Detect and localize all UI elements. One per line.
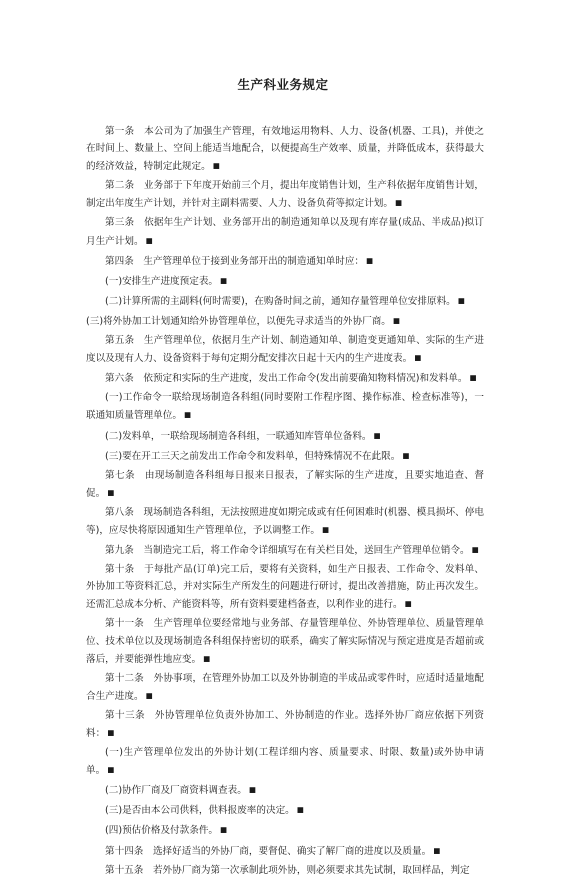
article-paragraph [86, 427, 484, 445]
square-marker-icon: ■ [107, 728, 115, 737]
paragraph-text: 第九条 当制造完工后，将工作命令详细填写在有关栏目处，送回生产管理单位销令。 [105, 545, 470, 557]
paragraph-text: 第十条 于每批产品(订单)完工后，要将有关资料，如生产日报表、工作命令、发料单、外协加工等资料汇总，并对实际生产所发生的问题进行研讨，提出改善措施，防止再次发生。还需汇总成本分析、产能资料等，所有资料要建档备查，以利作业的进行。 [86, 564, 484, 611]
square-marker-icon: ■ [469, 373, 477, 383]
paragraph-text: 第十一条 生产管理单位要经常地与业务部、存量管理单位、外协管理单位、质量管理单位、技术单位以及现场制造各科组保持密切的联系，确实了解实际情况与预定进度是否超前或落后，并要能弹性地应变。 [86, 618, 484, 665]
article-paragraph [86, 389, 484, 424]
square-marker-icon: ■ [471, 545, 479, 555]
square-marker-icon: ■ [322, 524, 330, 534]
paragraph-text: (一)工作命令一联给现场制造各科组(同时要附工作程序图、操作标准、检查标准等)，一联通知质量管理单位。 [86, 392, 484, 422]
paragraph-text: 第十三条 外协管理单位负责外协加工、外协制造的作业。选择外协厂商应依据下列资料： [86, 709, 484, 739]
article-paragraph [86, 292, 484, 310]
square-marker-icon: ■ [248, 785, 256, 795]
square-marker-icon: ■ [107, 765, 115, 775]
paragraph-text: 第六条 依预定和实际的生产进度，发出工作命令(发出前要确知物料情况)和发料单。 [105, 373, 468, 385]
square-marker-icon: ■ [107, 487, 115, 497]
paragraph-text: 第七条 由现场制造各科组每日报来日报表，了解实际的生产进度，且要实地追查、督促。 [86, 469, 484, 499]
paragraph-text: 第四条 生产管理单位于接到业务部开出的制造通知单时应： [105, 255, 365, 267]
paragraph-text: 第十五条 若外协厂商为第一次承制此项外协，则必须要求其先试制，取回样品，判定 [105, 864, 470, 876]
article-paragraph [86, 781, 484, 799]
square-marker-icon: ■ [212, 161, 220, 171]
square-marker-icon: ■ [373, 430, 381, 440]
paragraph-text: 第五条 生产管理单位，依据月生产计划、制造通知单、制造变更通知单、实际的生产进度以及现有人力、设备资料于每旬定期分配安排次日起十天内的生产进度表。 [86, 335, 484, 365]
article-paragraph [86, 214, 484, 249]
article-paragraph [86, 177, 484, 212]
square-marker-icon: ■ [145, 690, 153, 700]
square-marker-icon: ■ [433, 845, 441, 855]
article-paragraph [86, 821, 484, 839]
square-marker-icon: ■ [402, 450, 410, 460]
square-marker-icon: ■ [296, 805, 304, 815]
paragraph-text: 第一条 本公司为了加强生产管理，有效地运用物料、人力、设备(机器、工具)，并使之在时间上、数量上、空间上能适当地配合，以便提高生产效率、质量，并降低成本，获得最大的经济效益，特制定此规定。 [86, 126, 484, 173]
paragraph-text: 第三条 依据年生产计划、业务部开出的制造通知单以及现有库存量(成品、半成品)拟订月生产计划。 [86, 217, 484, 247]
square-marker-icon: ■ [395, 198, 403, 208]
article-paragraph [86, 670, 484, 705]
paragraph-text: (四)预估价格及付款条件。 [105, 825, 219, 837]
paragraph-text: (三)将外协加工计划通知给外协管理单位，以便先寻求适当的外协厂商。 [86, 315, 391, 327]
article-paragraph [86, 615, 484, 667]
square-marker-icon: ■ [392, 315, 400, 325]
article-paragraph [86, 467, 484, 502]
article-paragraph [86, 707, 484, 742]
paragraph-text: 第八条 现场制造各科组，无法按照进度如期完成或有任何困难时(机器、模具损坏、停电等)，应尽快将原因通知生产管理单位，予以调整工作。 [86, 506, 484, 536]
square-marker-icon: ■ [366, 255, 374, 265]
paragraph-text: (一)生产管理单位发出的外协计划(工程详细内容、质量要求、时限、数量)或外协申请单。 [86, 747, 484, 777]
paragraph-text: (二)发料单，一联给现场制造各科组，一联通知库管单位备料。 [105, 430, 372, 442]
article-paragraph [86, 272, 484, 290]
paragraph-text: (二)计算所需的主副料(何时需要)，在购备时间之前，通知存量管理单位安排原料。 [105, 295, 456, 307]
article-paragraph [86, 504, 484, 539]
document-title: 生产科业务规定 [237, 77, 329, 92]
paragraph-text: (一)安排生产进度预定表。 [105, 275, 219, 287]
square-marker-icon: ■ [203, 653, 211, 663]
article-paragraph [86, 842, 484, 860]
square-marker-icon: ■ [183, 410, 192, 420]
paragraph-text: (三)是否由本公司供料，供料报废率的决定。 [105, 805, 295, 817]
article-paragraph [86, 332, 484, 367]
square-marker-icon: ■ [220, 825, 228, 835]
square-marker-icon: ■ [404, 599, 412, 609]
article-paragraph [86, 312, 484, 330]
article-paragraph [86, 369, 484, 387]
paragraph-text: 第十四条 选择好适当的外协厂商，要督促、确实了解厂商的进度以及质量。 [105, 845, 432, 857]
article-paragraph [86, 123, 484, 175]
article-paragraph [86, 541, 484, 559]
paragraph-text: 第二条 业务部于下年度开始前三个月，提出年度销售计划，生产科依据年度销售计划，制定出年度生产计划，并针对主副料需要、人力、设备负荷等拟定计划。 [86, 180, 484, 210]
paragraph-text: 第十二条 外协事项，在管理外协加工以及外协制造的半成品或零件时，应适时适量地配合生产进度。 [86, 672, 484, 702]
article-paragraph [86, 801, 484, 819]
square-marker-icon: ■ [220, 275, 228, 285]
article-paragraph [86, 862, 484, 879]
square-marker-icon: ■ [414, 353, 422, 363]
article-paragraph [86, 447, 484, 465]
article-paragraph [86, 561, 484, 613]
paragraph-text: (二)协作厂商及厂商资料调查表。 [105, 785, 247, 797]
square-marker-icon: ■ [145, 235, 153, 245]
article-paragraph [86, 744, 484, 779]
article-paragraph [86, 252, 484, 270]
document-body [86, 123, 484, 881]
square-marker-icon: ■ [457, 295, 465, 305]
paragraph-text: (三)要在开工三天之前发出工作命令和发料单，但特殊情况不在此限。 [105, 450, 401, 462]
